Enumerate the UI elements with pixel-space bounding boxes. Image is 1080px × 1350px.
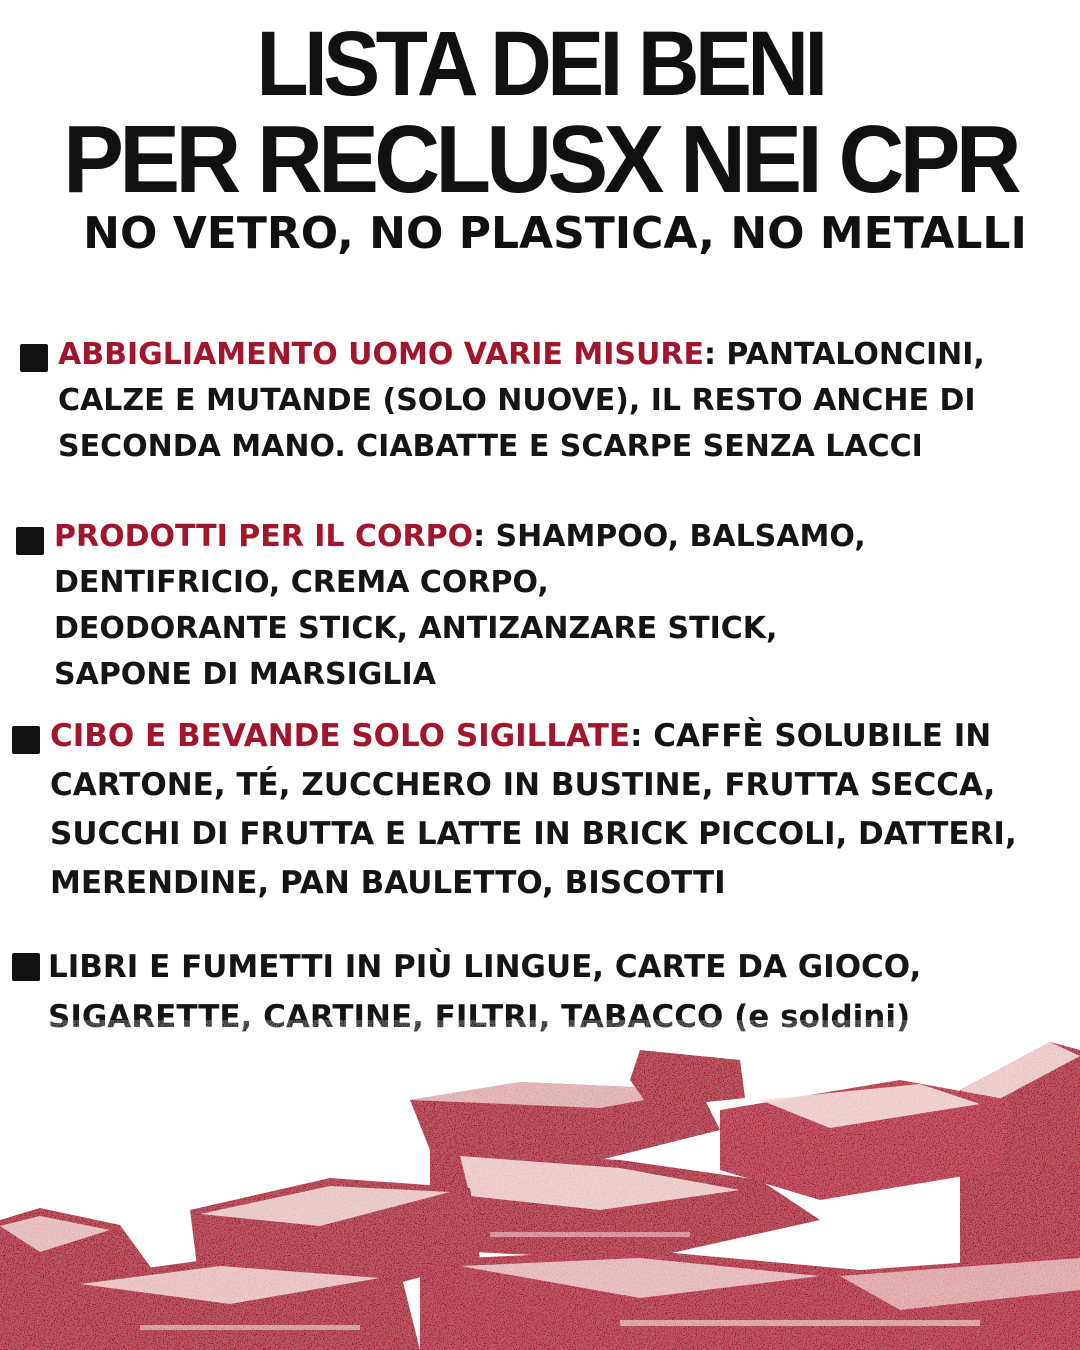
black-square-icon: [12, 953, 40, 981]
section-line: LIBRI E FUMETTI IN PIÙ LINGUE, CARTE DA GIOCO,: [48, 949, 922, 985]
section-line: DEODORANTE STICK, ANTIZANZARE STICK,: [54, 611, 778, 646]
black-square-icon: [12, 726, 40, 754]
section-heading: PRODOTTI PER IL CORPO: [54, 519, 474, 554]
building-group: [0, 1020, 1080, 1350]
section-line: DENTIFRICIO, CREMA CORPO,: [54, 565, 549, 600]
section-text: : PANTALONCINI,: [703, 337, 985, 372]
section-line: [58, 332, 985, 378]
buildings-illustration: [0, 1020, 1080, 1350]
section-line: CARTONE, TÉ, ZUCCHERO IN BUSTINE, FRUTTA SECCA,: [50, 767, 996, 803]
section-line: SECONDA MANO. CIABATTE E SCARPE SENZA LACCI: [58, 429, 923, 464]
black-square-icon: [20, 344, 48, 372]
subtitle: NO VETRO, NO PLASTICA, NO METALLI: [83, 208, 1027, 259]
section-body-products: [54, 514, 866, 698]
section-text: : SHAMPOO, BALSAMO,: [473, 519, 866, 554]
section-heading: CIBO E BEVANDE SOLO SIGILLATE: [50, 718, 631, 754]
section-line: [54, 514, 866, 560]
section-line: [50, 712, 1017, 761]
section-line: SAPONE DI MARSIGLIA: [54, 657, 436, 692]
section-line: CALZE E MUTANDE (SOLO NUOVE), IL RESTO ANCHE DI: [58, 383, 976, 418]
section-text: : CAFFÈ SOLUBILE IN: [630, 718, 992, 754]
title-line-2: PER RECLUSX NEI CPR: [63, 106, 1017, 213]
title-line-1: LISTA DEI BENI: [256, 13, 824, 115]
section-clothing: [58, 332, 985, 470]
section-heading: ABBIGLIAMENTO UOMO VARIE MISURE: [58, 337, 704, 372]
black-square-icon: [16, 527, 44, 555]
section-food-drinks: [50, 712, 1017, 908]
section-line: MERENDINE, PAN BAULETTO, BISCOTTI: [50, 865, 726, 901]
section-line: SUCCHI DI FRUTTA E LATTE IN BRICK PICCOLI, DATTERI,: [50, 816, 1017, 852]
section-line: SIGARETTE, CARTINE, FILTRI, TABACCO (e soldini): [48, 999, 911, 1035]
